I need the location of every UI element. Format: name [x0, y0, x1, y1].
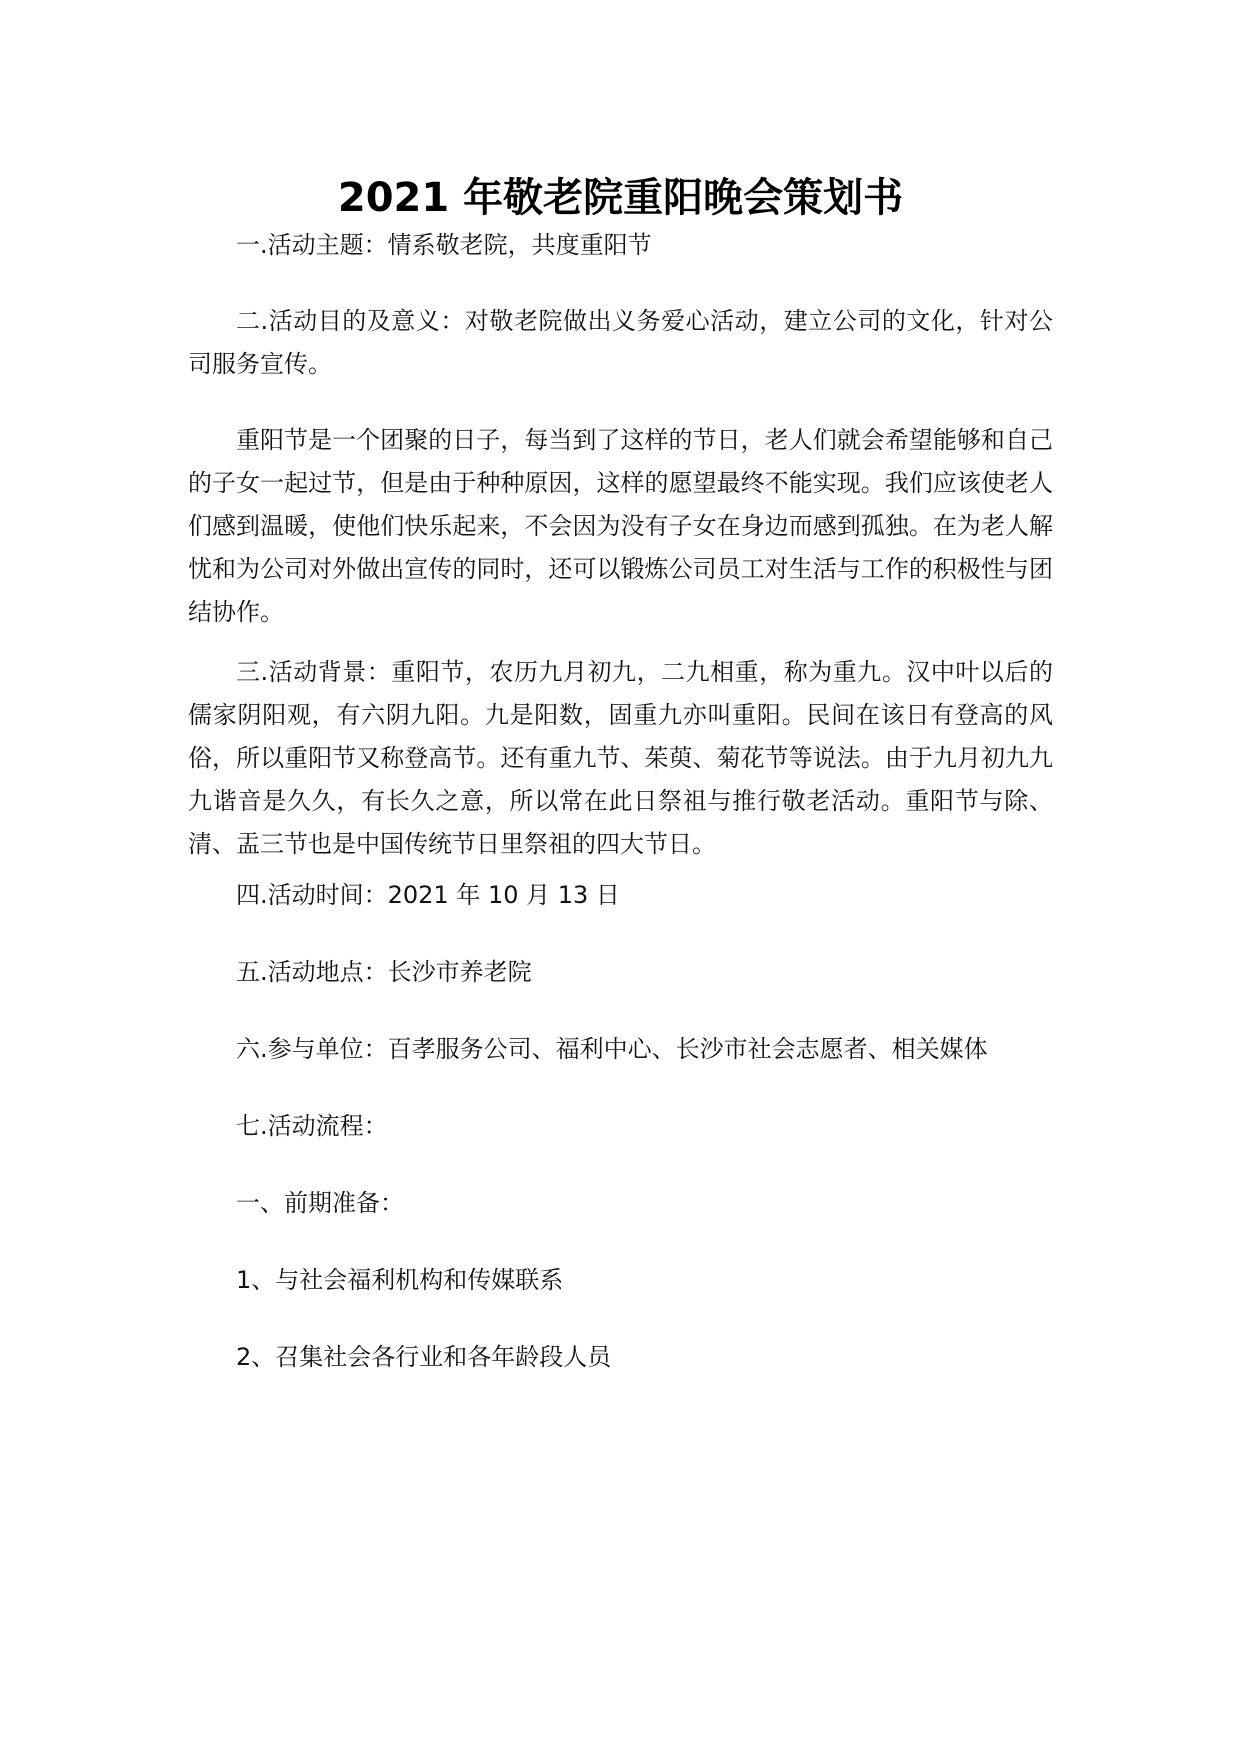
paragraph-activity-purpose: 二.活动目的及意义：对敬老院做出义务爱心活动，建立公司的文化，针对公司服务宣传。 — [188, 307, 1053, 378]
paragraph-preparation-heading: 一、前期准备： — [236, 1189, 404, 1217]
paragraph-participants: 六.参与单位：百孝服务公司、福利中心、长沙市社会志愿者、相关媒体 — [236, 1035, 988, 1063]
paragraph-activity-theme: 一.活动主题：情系敬老院，共度重阳节 — [236, 231, 652, 259]
paragraph-activity-location: 五.活动地点：长沙市养老院 — [236, 958, 532, 986]
paragraph-festival-description: 重阳节是一个团聚的日子，每当到了这样的节日，老人们就会希望能够和自己的子女一起过节，但是由于种种原因，这样的愿望最终不能实现。我们应该使老人们感到温暖，使他们快乐起来，不会因为没有子女在身边而感到孤独。在为老人解忧和为公司对外做出宣传的同时，还可以锻炼公司员工对生活与工作的积极性与团结协作。 — [188, 426, 1053, 626]
list-item-contact-media: 1、与社会福利机构和传媒联系 — [236, 1266, 564, 1294]
list-item-gather-people: 2、召集社会各行业和各年龄段人员 — [236, 1343, 612, 1371]
document-title: 2021 年敬老院重阳晚会策划书 — [337, 175, 904, 221]
paragraph-activity-process: 七.活动流程： — [236, 1112, 388, 1140]
paragraph-activity-time: 四.活动时间：2021 年 10 月 13 日 — [236, 881, 620, 909]
paragraph-activity-background: 三.活动背景：重阳节，农历九月初九，二九相重，称为重九。汉中叶以后的儒家阴阳观，有六阴九阳。九是阳数，固重九亦叫重阳。民间在该日有登高的风俗，所以重阳节又称登高节。还有重九节、茱萸、菊花节等说法。由于九月初九九九谐音是久久，有长久之意，所以常在此日祭祖与推行敬老活动。重阳节与除、清、盂三节也是中国传统节日里祭祖的四大节日。 — [188, 658, 1053, 858]
